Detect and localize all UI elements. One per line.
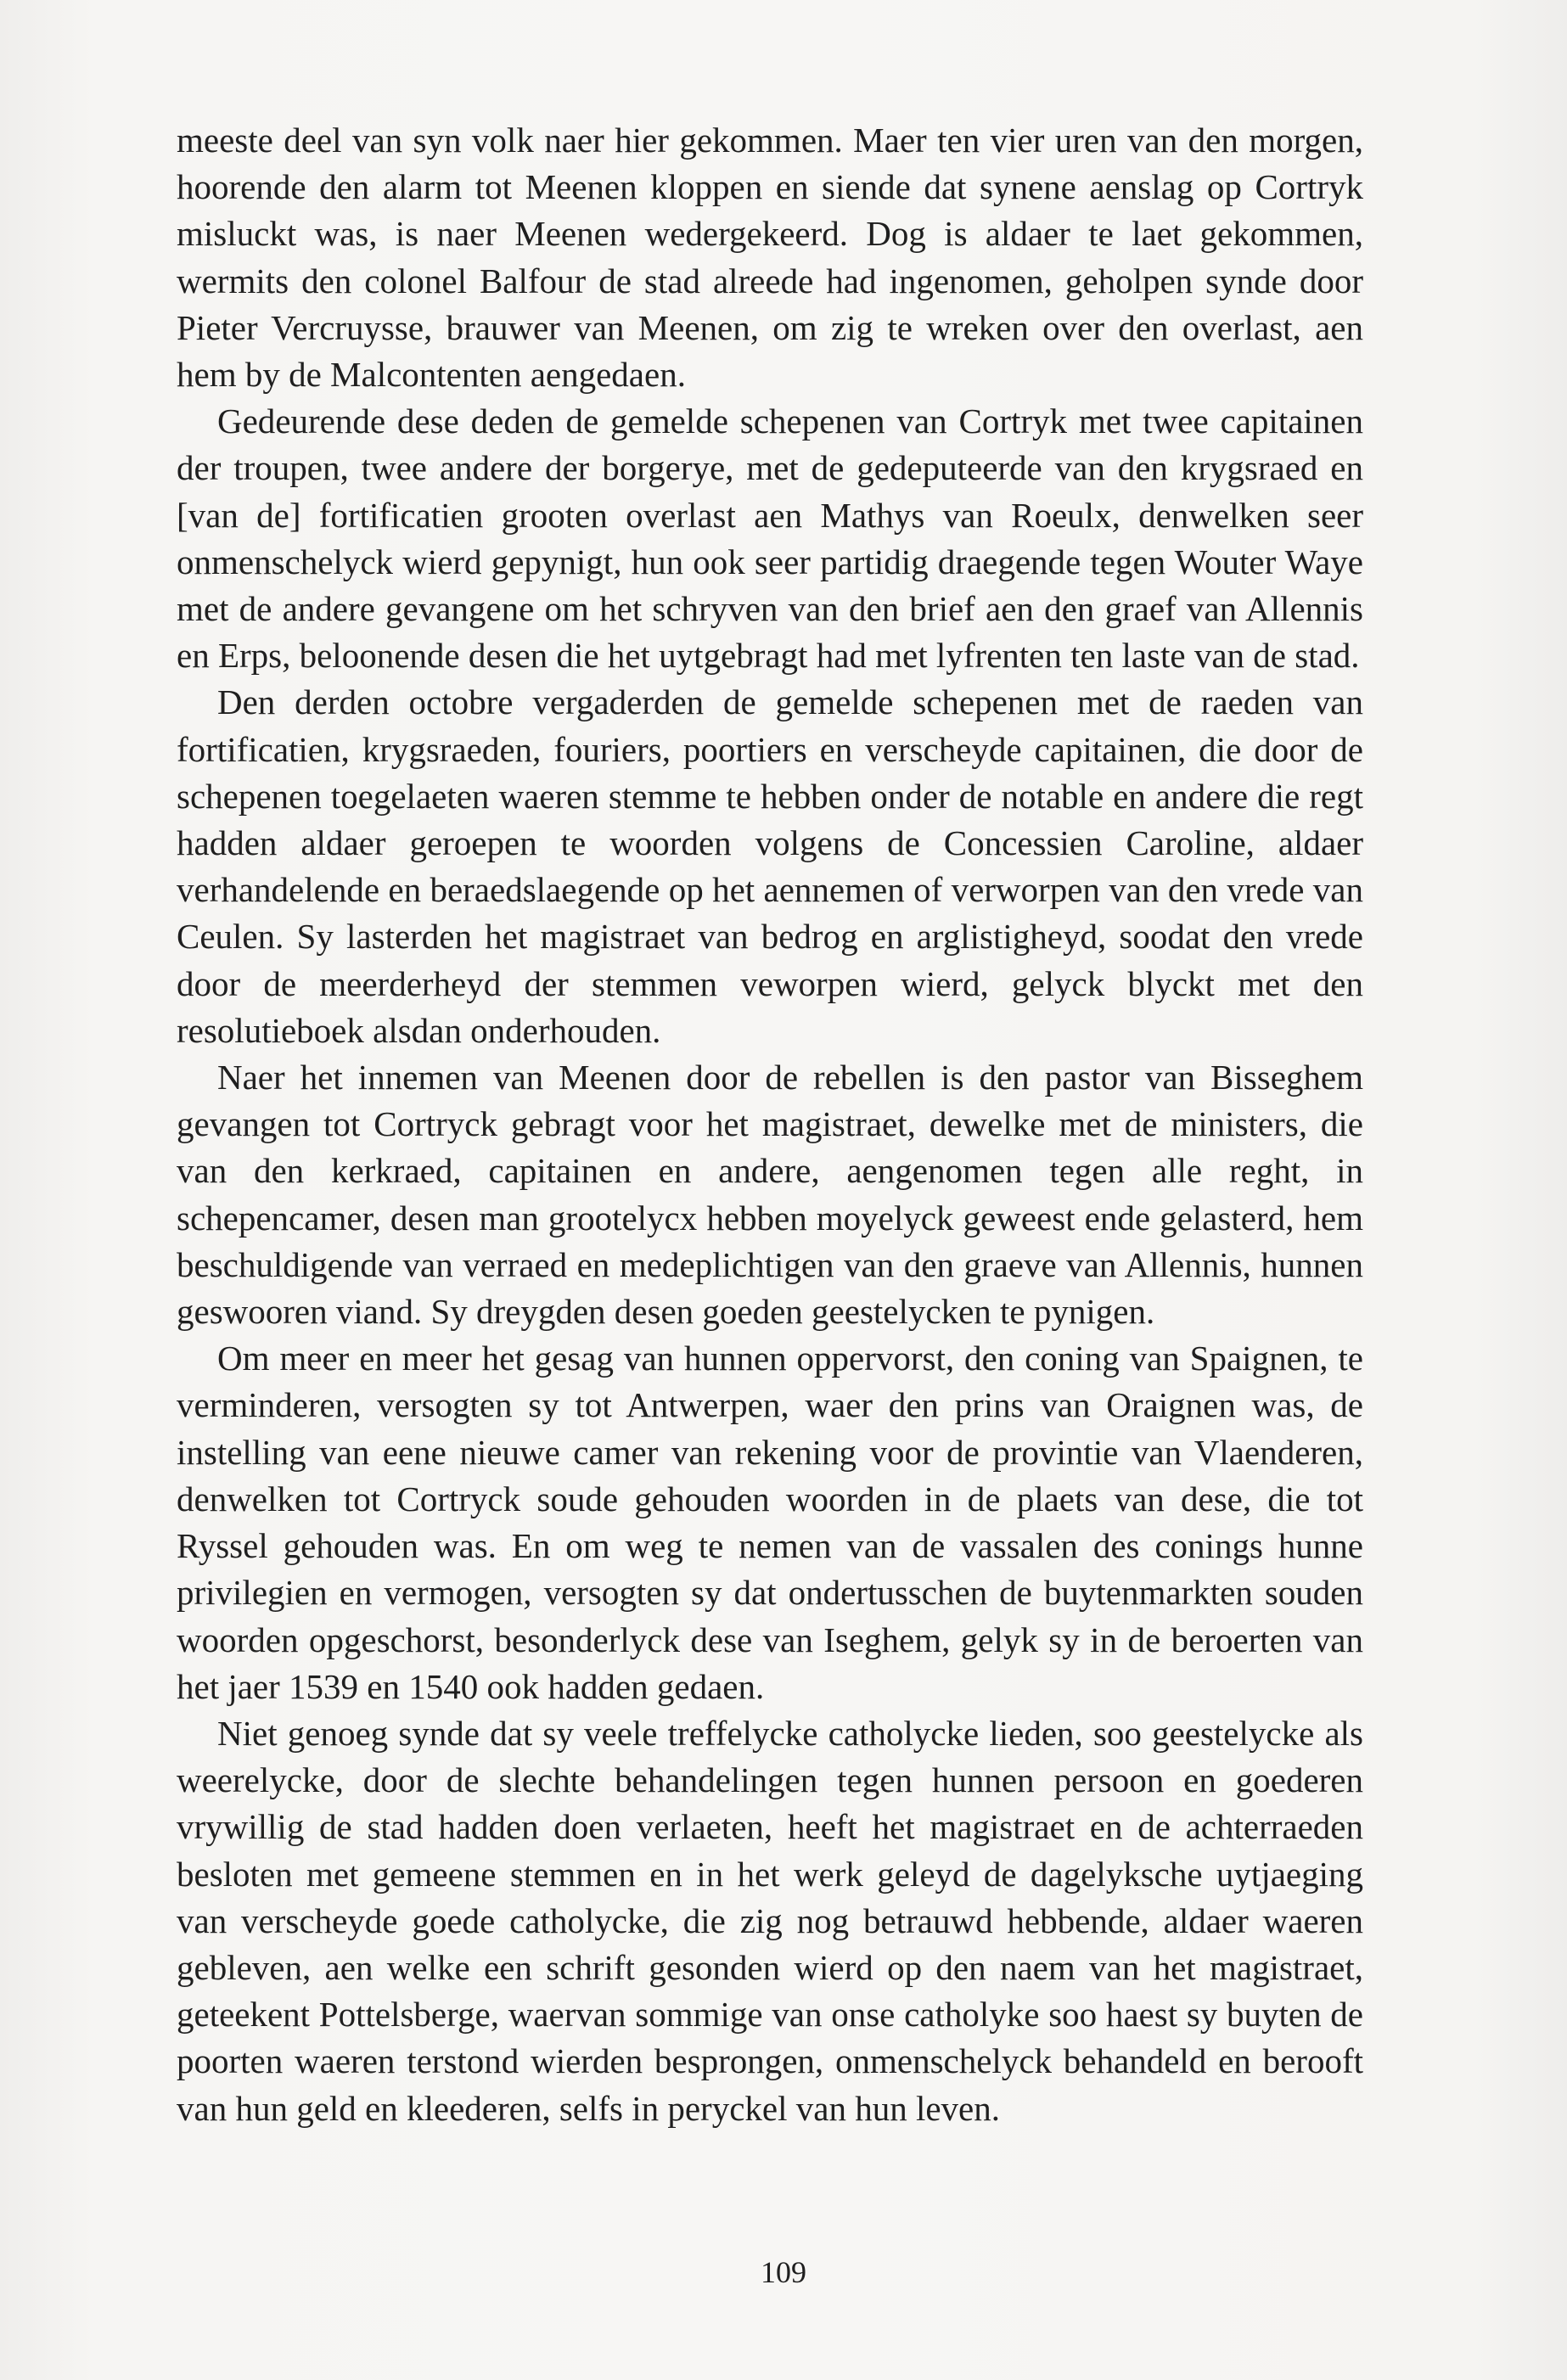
- paragraph-5: Om meer en meer het gesag van hunnen oppervorst, den coning van Spaignen, te verminderen, versogten sy tot Antwerpen, waer den prins van Oraignen was, de instelling van eene nieuwe camer van rekening voor de provintie van Vlaenderen, denwelken tot Cortryck soude gehouden woorden in de plaets van dese, die tot Ryssel gehouden was. En om weg te nemen van de vassalen des conings hunne privilegien en vermogen, versogten sy dat ondertusschen de buytenmarkten souden woorden opgeschorst, besonderlyck dese van Iseghem, gelyk sy in de beroerten van het jaer 1539 en 1540 ook hadden gedaen.: [177, 1339, 1363, 1706]
- paragraph-3: Den derden octobre vergaderden de gemelde schepenen met de raeden van fortificatien, krygsraeden, fouriers, poortiers en verscheyde capitainen, die door de schepenen toegelaeten waeren stemme te hebben onder de notable en andere die regt hadden aldaer geroepen te woorden volgens de Concessien Caroline, aldaer verhandelende en beraedslaegende op het aennemen of verworpen van den vrede van Ceulen. Sy lasterden het magistraet van bedrog en arglistigheyd, soodat den vrede door de meerderheyd der stemmen veworpen wierd, gelyck blyckt met den resolutieboek alsdan onderhouden.: [177, 682, 1363, 1050]
- body-text: [177, 117, 1363, 2132]
- paragraph-1: meeste deel van syn volk naer hier gekommen. Maer ten vier uren van den morgen, hoorende den alarm tot Meenen kloppen en siende dat synene aenslag op Cortryk misluckt was, is naer Meenen wedergekeerd. Dog is aldaer te laet gekommen, wermits den colonel Balfour de stad alreede had ingenomen, geholpen synde door Pieter Vercruysse, brauwer van Meenen, om zig te wreken over den overlast, aen hem by de Malcontenten aengedaen.: [177, 121, 1363, 395]
- paragraph-6: Niet genoeg synde dat sy veele treffelycke catholycke lieden, soo geestelycke als weerelycke, door de slechte behandelingen tegen hunnen persoon en goederen vrywillig de stad hadden doen verlaeten, heeft het magistraet en de achterraeden besloten met gemeene stemmen en in het werk geleyd de dagelyksche uytjaeging van verscheyde goede catholycke, die zig nog betrauwd hebbende, aldaer waeren gebleven, aen welke een schrift gesonden wierd op den naem van het magistraet, geteekent Pottelsberge, waervan sommige van onse catholyke soo haest sy buyten de poorten waeren terstond wierden besprongen, onmenschelyck behandeld en berooft van hun geld en kleederen, selfs in peryckel van hun leven.: [177, 1713, 1363, 2128]
- page-number: 109: [761, 2255, 806, 2289]
- paragraph-2: Gedeurende dese deden de gemelde schepenen van Cortryk met twee capitainen der troupen, twee andere der borgerye, met de gedeputeerde van den krygsraed en [van de] fortificatien grooten overlast aen Mathys van Roeulx, denwelken seer onmenschelyck wierd gepynigt, hun ook seer partidig draegende tegen Wouter Waye met de andere gevangene om het schryven van den brief aen den graef van Allennis en Erps, beloonende desen die het uytgebragt had met lyfrenten ten laste van de stad.: [177, 401, 1363, 676]
- paragraph-4: Naer het innemen van Meenen door de rebellen is den pastor van Bisseghem gevangen tot Cortryck gebragt voor het magistraet, dewelke met de ministers, die van den kerkraed, capitainen en andere, aengenomen tegen alle reght, in schepencamer, desen man grootelycx hebben moyelyck geweest ende gelasterd, hem beschuldigende van verraed en medeplichtigen van den graeve van Allennis, hunnen geswooren viand. Sy dreygden desen goeden geestelycken te pynigen.: [177, 1058, 1363, 1332]
